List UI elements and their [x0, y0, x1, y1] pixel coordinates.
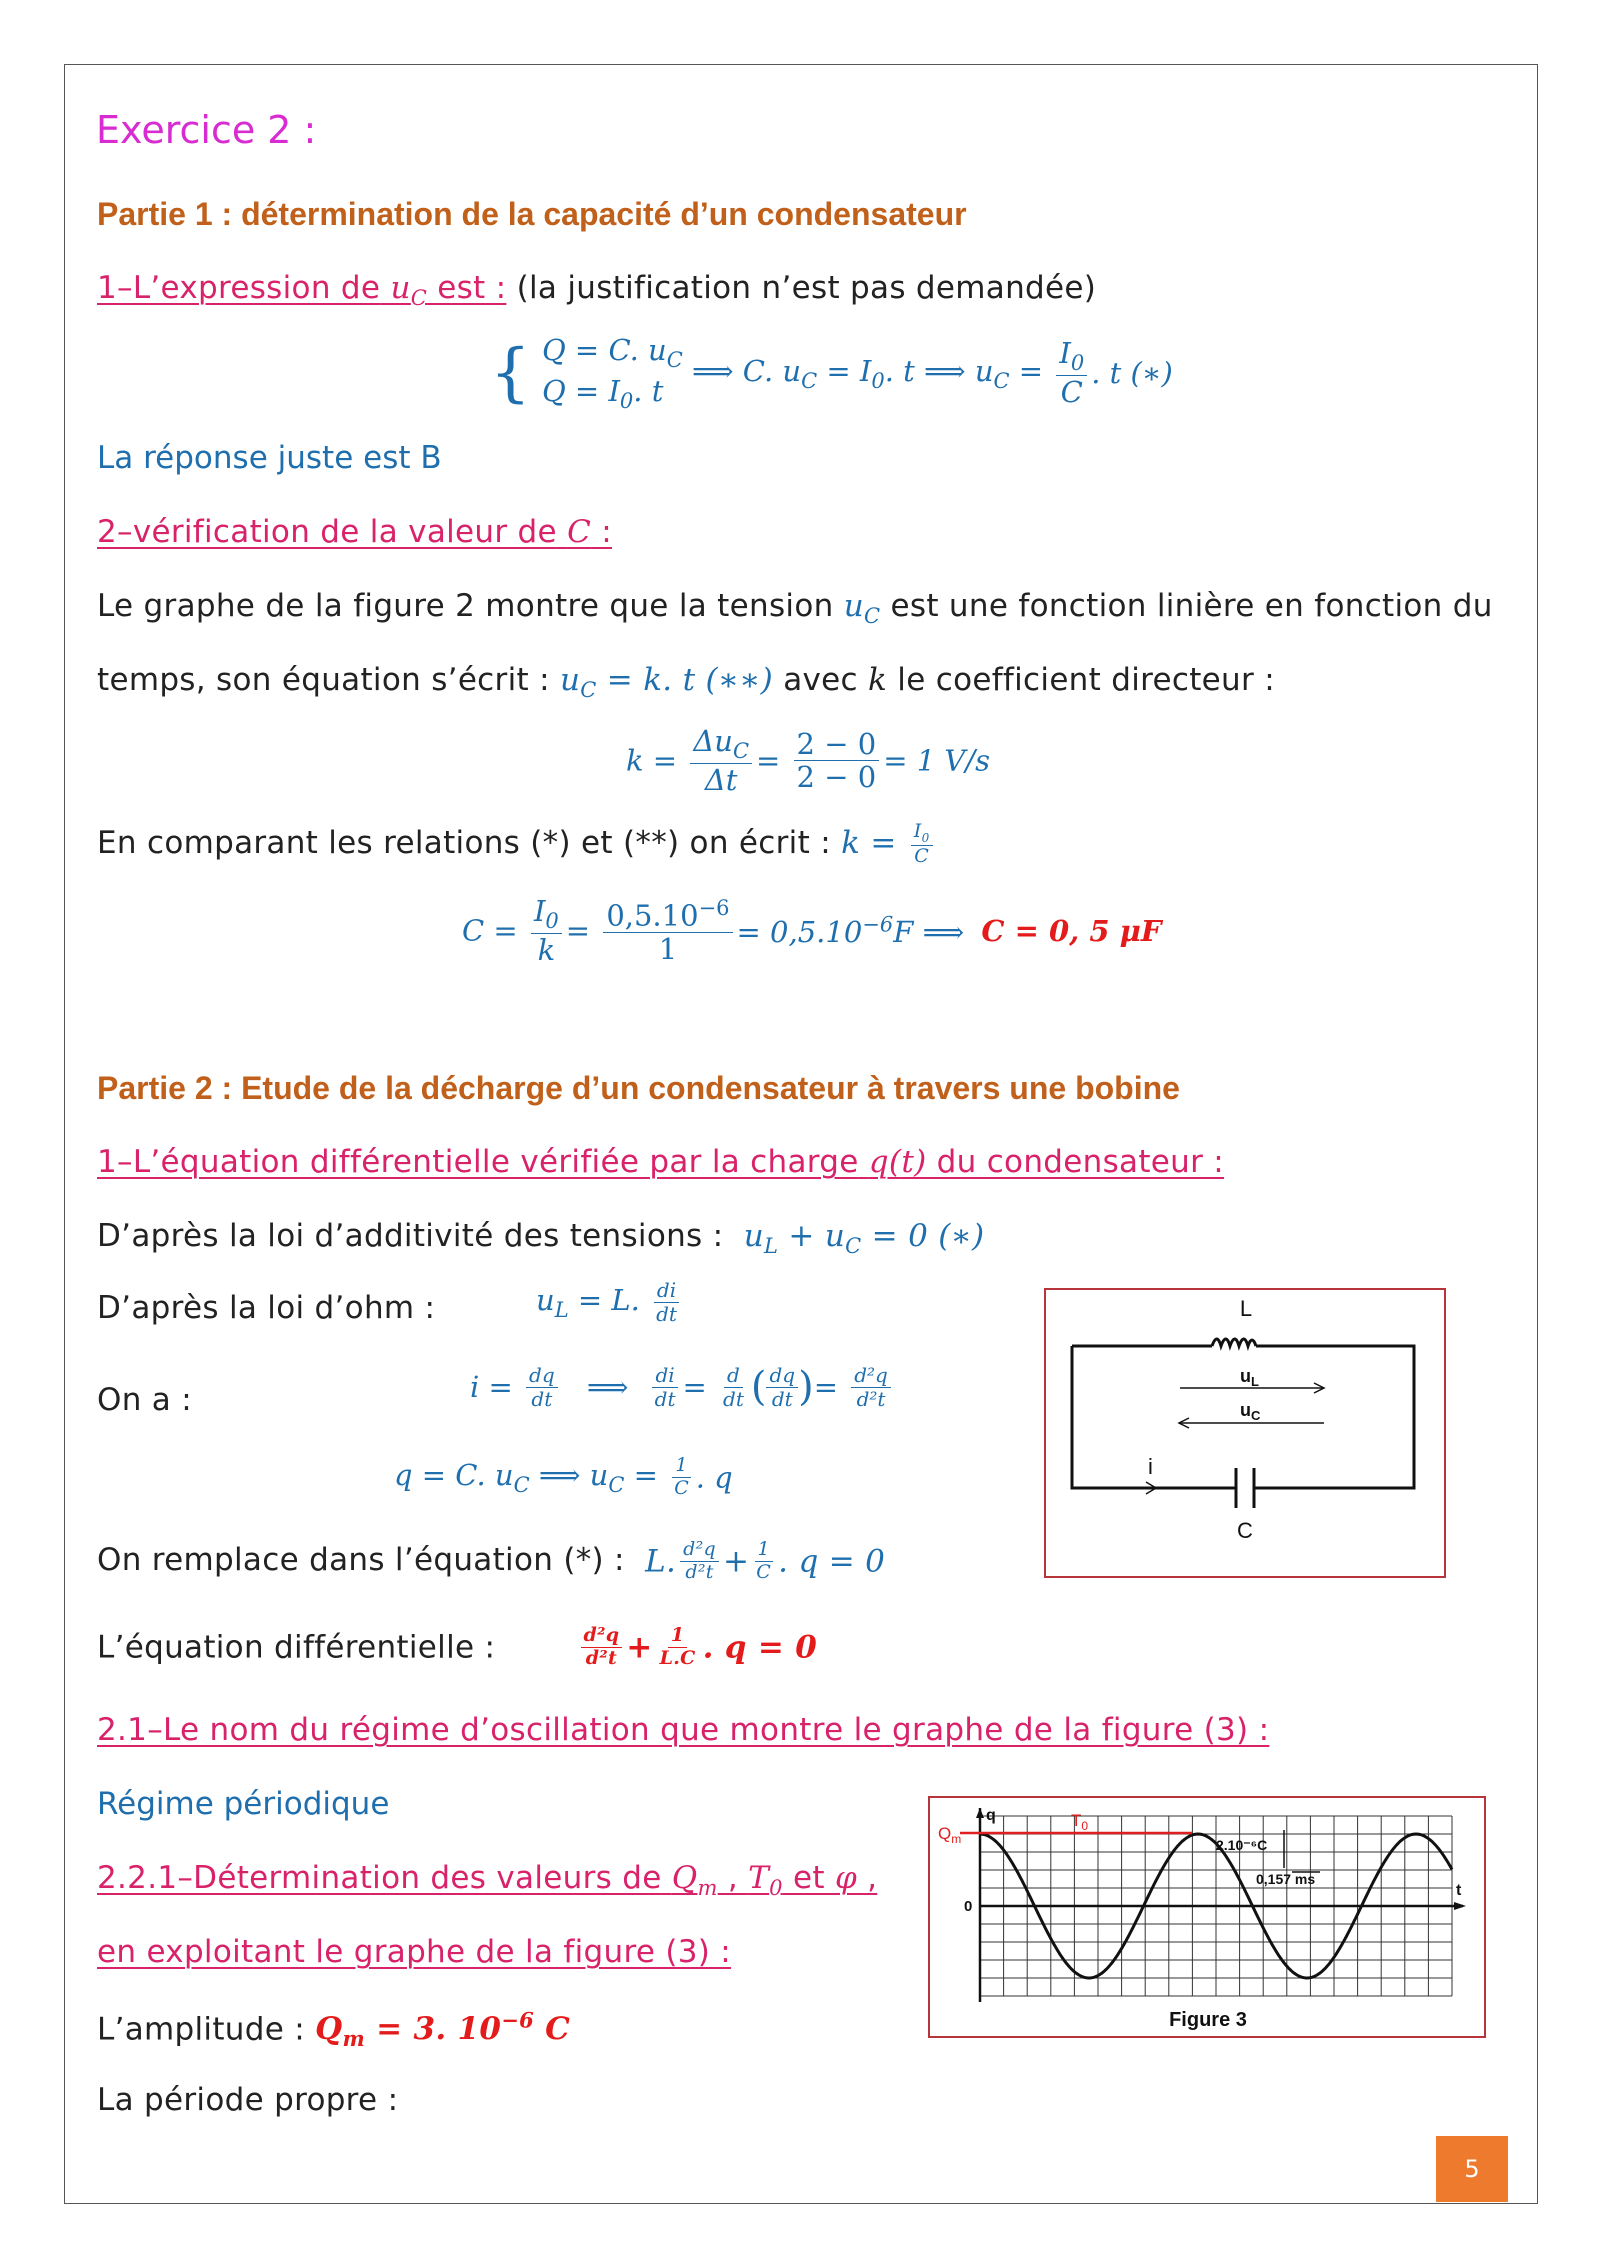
- part2-heading: Partie 2 : Etude de la décharge d’un condensateur à travers une bobine: [97, 1070, 1180, 1106]
- part1-eq1: { Q = C. $u_C$ $Q = I_0$. t ⟹ C. $u_C = I_0$. t ⟹ $u_C$ = $\frac{I_0}{C}$ . t (∗): [490, 333, 1173, 413]
- graph-label-q: q: [986, 1807, 996, 1824]
- part2-q1: 1–L’équation différentielle vérifiée par la charge q(t) du condensateur :: [97, 1144, 1225, 1180]
- graph-label-T0: $T_0$: [1071, 1811, 1089, 1833]
- figure3-caption: Figure 3: [1169, 2009, 1247, 2031]
- circuit-label-L: L: [1239, 1296, 1253, 1321]
- part2-q221-line2: en exploitant le graphe de la figure (3) :: [97, 1934, 732, 1970]
- part2-on-a: On a :: [97, 1382, 192, 1418]
- part1-q1-note: (la justification n’est pas demandée): [506, 270, 1097, 306]
- part2-regime: Régime périodique: [97, 1786, 390, 1822]
- part1-answer: La réponse juste est B: [97, 440, 442, 476]
- part2-ohm-eq: $u_L = L$. $\frac{di}{dt}$: [536, 1280, 684, 1325]
- graph-label-t: t: [1456, 1882, 1462, 1899]
- part2-period: La période propre :: [97, 2082, 399, 2118]
- part1-c-equation: C = $\frac{I_0}{k}$ = $\frac{0,5.10^{-6}}{1}$ = $0,5.10^{-6}F$ ⟹ C = 0, 5 μF: [462, 894, 1162, 967]
- circuit-label-i: i: [1148, 1454, 1153, 1479]
- part2-additivity: D’après la loi d’additivité des tensions : $u_L + u_C = 0$ (∗): [97, 1218, 985, 1259]
- part2-ohm-text: D’après la loi d’ohm :: [97, 1290, 436, 1326]
- part2-diff: L’équation différentielle : $\frac{\text{d²q}}{\text{d²t}}$ + $\frac{1}{L.C}$ . q = 0: [97, 1624, 818, 1669]
- circuit-label-uL: $u_L$: [1240, 1366, 1259, 1389]
- part2-charge-eq: q = C. $u_C$ ⟹ $u_C$ = $\frac{1}{C}$ . q: [394, 1454, 733, 1499]
- part2-diff-result: $\frac{\text{d²q}}{\text{d²t}}$ + $\frac{1}{L.C}$ . q = 0: [577, 1628, 818, 1664]
- part1-text2: temps, son équation s’écrit : $u_C = k$. t (∗∗) avec k le coefficient directeur :: [97, 662, 1275, 703]
- graph-label-zero: 0: [964, 1898, 973, 1915]
- graph-label-Qm: $Q_m$: [938, 1824, 962, 1846]
- page-number: 5: [1436, 2136, 1508, 2202]
- amplitude-result: $Q_m = 3$. $10^{-6}$ C: [315, 2008, 571, 2052]
- graph-scale-y: 2.10⁻⁶C: [1216, 1837, 1268, 1853]
- exercise-title: Exercice 2 :: [96, 108, 317, 152]
- part1-c-result: C = 0, 5 μF: [981, 913, 1162, 948]
- part2-q221: 2.2.1–Détermination des valeurs de $Q_m$ , $T_0$ et φ ,: [97, 1860, 878, 1901]
- circuit-label-C: C: [1237, 1518, 1253, 1543]
- part1-q1-label: 1–L’expression de $u_C$ est :: [97, 270, 507, 311]
- part1-q1: [97, 270, 1096, 310]
- circuit-label-uC: $u_C$: [1240, 1400, 1261, 1423]
- part2-replace: On remplace dans l’équation (*) : L. $\frac{\text{d²q}}{\text{d²t}}$ + $\frac{1}{C}$ . q = 0: [97, 1538, 886, 1583]
- rlc-circuit-figure: [1044, 1288, 1446, 1578]
- part2-q21: 2.1–Le nom du régime d’oscillation que montre le graphe de la figure (3) :: [97, 1712, 1270, 1748]
- part1-compare: En comparant les relations (*) et (**) on écrit : k = $\frac{I_0}{C}$: [97, 822, 937, 867]
- part1-heading: Partie 1 : détermination de la capacité d’un condensateur: [97, 196, 967, 232]
- graph-scale-x: 0,157 ms: [1256, 1871, 1316, 1887]
- part2-current-eq: i = $\frac{dq}{dt}$ ⟹ $\frac{di}{dt}$ = $\frac{d}{dt}$ ( $\frac{dq}{dt}$ )= $\frac{\text{d²q}}{\text{d²t}}$: [470, 1364, 895, 1410]
- part1-q2: 2–vérification de la valeur de C :: [97, 514, 612, 550]
- part1-text1: Le graphe de la figure 2 montre que la tension $u_C$ est une fonction linière en fonction du: [97, 588, 1493, 629]
- part2-amplitude: L’amplitude : $Q_m = 3$. $10^{-6}$ C: [97, 2008, 571, 2052]
- part1-k-equation: k = $\Delta u_C$ Δt = $\frac{2 - 0}{2 - 0}$ = 1 V/s: [626, 724, 990, 797]
- figure3-oscillation-graph: [928, 1796, 1486, 2038]
